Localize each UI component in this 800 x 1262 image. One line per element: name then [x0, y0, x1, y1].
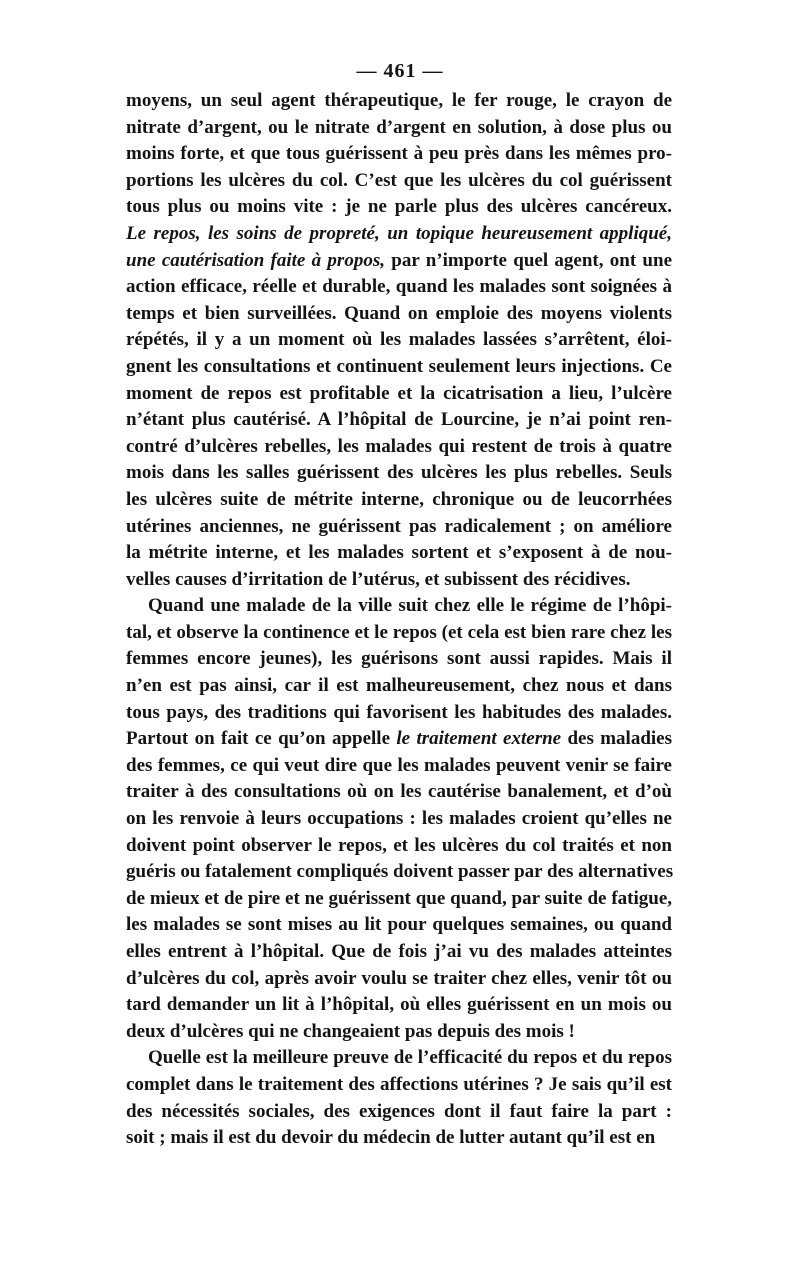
text-run: n’en est pas ainsi, car il est malheureusement, chez nous et dans — [126, 675, 672, 697]
text-run: des nécessités sociales, des exigences dont il faut faire la part : — [126, 1100, 672, 1122]
text-run: mois dans les salles guérissent des ulcères les plus rebelles. Seuls — [126, 462, 672, 484]
text-run: elles entrent à l’hôpital. Que de fois j’ai vu des malades atteintes — [126, 941, 672, 962]
text-line — [126, 1125, 672, 1152]
text-line — [126, 886, 672, 913]
text-line — [126, 194, 672, 221]
text-line — [126, 434, 672, 461]
text-line — [126, 115, 672, 142]
italic-text: une cautérisation faite à propos, — [126, 249, 385, 271]
text-line — [126, 381, 672, 408]
paragraph — [126, 1045, 672, 1151]
text-line — [126, 833, 672, 860]
text-line — [126, 540, 672, 567]
text-line — [126, 646, 672, 673]
text-run: gnent les consultations et continuent seulement leurs injections. Ce — [126, 355, 672, 377]
text-run: guéris ou fatalement compliqués doivent passer par des alternatives — [126, 861, 674, 883]
text-line — [126, 1019, 672, 1046]
text-line — [126, 593, 672, 620]
text-line — [126, 753, 672, 780]
body-text — [126, 88, 672, 1152]
text-line — [126, 248, 672, 275]
text-line — [126, 221, 672, 248]
text-run: traiter à des consultations où on les cautérise banalement, et d’où — [126, 781, 672, 803]
text-run: on les renvoie à leurs occupations : les malades croient qu’elles ne — [126, 808, 672, 830]
text-line — [126, 274, 672, 301]
text-run: deux d’ulcères qui ne changeaient pas depuis des mois ! — [126, 1020, 575, 1042]
text-run: n’étant plus cautérisé. A l’hôpital de Lourcine, je n’ai point ren- — [126, 409, 672, 431]
text-line — [126, 859, 672, 886]
page-number: — 461 — — [356, 60, 444, 82]
text-line — [126, 487, 672, 514]
text-line — [126, 567, 672, 594]
text-run: tal, et observe la continence et le repos (et cela est bien rare chez les — [126, 621, 672, 643]
text-line — [126, 1099, 672, 1126]
text-run: soit ; mais il est du devoir du médecin de lutter autant qu’il est en — [126, 1127, 656, 1149]
text-line — [126, 141, 672, 168]
text-run: par n’importe quel agent, ont une — [384, 249, 673, 271]
text-run: d’ulcères du col, après avoir voulu se traiter chez elles, venir tôt ou — [126, 967, 672, 989]
text-line — [126, 1072, 672, 1099]
text-run: moyens, un seul agent thérapeutique, le fer rouge, le crayon de — [126, 90, 672, 111]
text-line — [126, 912, 672, 939]
text-run: de mieux et de pire et ne guérissent que quand, par suite de fatigue, — [126, 887, 672, 909]
paragraph — [126, 593, 672, 1045]
text-run: utérines anciennes, ne guérissent pas radicalement ; on améliore — [126, 515, 672, 537]
text-run: des femmes, ce qui veut dire que les malades peuvent venir se faire — [126, 754, 672, 776]
text-line — [126, 168, 672, 195]
text-line — [126, 460, 672, 487]
text-run: femmes encore jeunes), les guérisons sont aussi rapides. Mais il — [126, 648, 672, 670]
text-run: Quand une malade de la ville suit chez elle le régime de l’hôpi- — [148, 595, 672, 617]
text-line — [126, 806, 672, 833]
italic-text: le traitement externe — [396, 728, 562, 750]
text-line — [126, 700, 672, 727]
text-run: tous plus ou moins vite : je ne parle plus des ulcères cancéreux. — [126, 196, 672, 218]
text-line — [126, 1045, 672, 1072]
text-run: Partout on fait ce qu’on appelle — [126, 728, 397, 750]
text-line — [126, 992, 672, 1019]
text-run: la métrite interne, et les malades sortent et s’exposent à de nou- — [126, 542, 672, 564]
text-run: tous pays, des traditions qui favorisent les habitudes des malades. — [126, 701, 672, 723]
text-line — [126, 726, 672, 753]
italic-text: Le repos, les soins de propreté, un topique heureusement appliqué, — [126, 222, 672, 244]
text-run: répétés, il y a un moment où les malades lassées s’arrêtent, éloi- — [126, 329, 672, 351]
text-run: moment de repos est profitable et la cicatrisation a lieu, l’ulcère — [126, 382, 672, 404]
text-line — [126, 673, 672, 700]
text-line — [126, 88, 672, 115]
text-run: les ulcères suite de métrite interne, chronique ou de leucorrhées — [126, 488, 672, 510]
text-run: tard demander un lit à l’hôpital, où elles guérissent en un mois ou — [126, 994, 672, 1016]
text-line — [126, 939, 672, 966]
text-run: doivent point observer le repos, et les ulcères du col traités et non — [126, 834, 672, 856]
text-run: velles causes d’irritation de l’utérus, et subissent des récidives. — [126, 568, 631, 590]
text-line — [126, 354, 672, 381]
text-run: temps et bien surveillées. Quand on emploie des moyens violents — [126, 302, 672, 324]
text-line — [126, 620, 672, 647]
text-line — [126, 407, 672, 434]
text-line — [126, 514, 672, 541]
text-run: nitrate d’argent, ou le nitrate d’argent en solution, à dose plus ou — [126, 116, 672, 138]
text-run: action efficace, réelle et durable, quand les malades sont soignées à — [126, 276, 672, 298]
text-line — [126, 779, 672, 806]
text-run: contré d’ulcères rebelles, les malades qui restent de trois à quatre — [126, 435, 672, 457]
text-line — [126, 301, 672, 328]
paragraph — [126, 88, 672, 593]
text-line — [126, 327, 672, 354]
text-run: les malades se sont mises au lit pour quelques semaines, ou quand — [126, 914, 672, 936]
text-run: Quelle est la meilleure preuve de l’efficacité du repos et du repos — [148, 1047, 672, 1069]
text-run: des maladies — [561, 728, 672, 750]
text-run: moins forte, et que tous guérissent à peu près dans les mêmes pro- — [126, 143, 672, 165]
text-run: portions les ulcères du col. C’est que les ulcères du col guérissent — [126, 169, 672, 191]
text-line — [126, 966, 672, 993]
text-run: complet dans le traitement des affections utérines ? Je sais qu’il est — [126, 1073, 672, 1095]
